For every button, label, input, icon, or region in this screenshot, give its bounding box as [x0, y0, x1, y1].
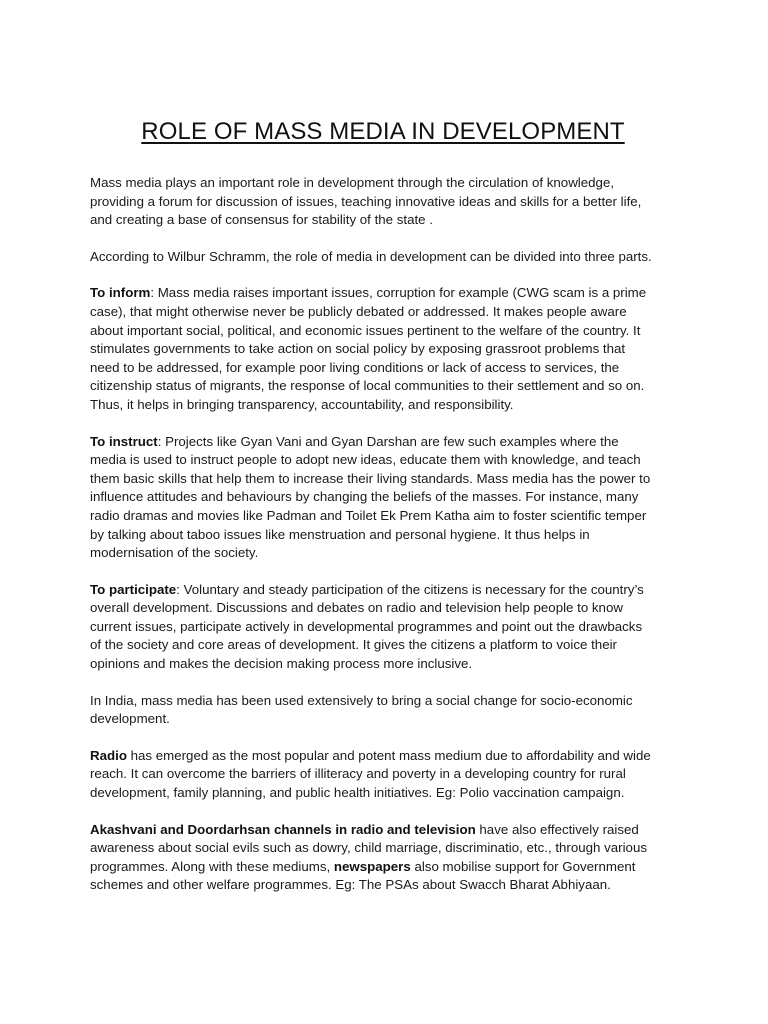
akashvani-first-line: have also effectively raised [475, 821, 639, 837]
text-line: Thus, it helps in bringing transparency, accountability, and responsibility. [90, 396, 514, 412]
page-title: ROLE OF MASS MEDIA IN DEVELOPMENT [141, 118, 625, 145]
text-line: According to Wilbur Schramm, the role of media in development can be divided into three parts. [90, 248, 652, 264]
text-line: modernisation of the society. [90, 545, 259, 561]
text-line: about important social, political, and economic issues pertinent to the welfare of the country. It [90, 322, 641, 338]
text-line: awareness about social evils such as dowry, child marriage, discriminatio, etc., through various [90, 840, 647, 856]
text-line [90, 284, 676, 303]
akashvani-line3-start: programmes. Along with these mediums, [90, 858, 334, 874]
text-line: and creating a base of consensus for stability of the state . [90, 212, 433, 228]
text-line: current issues, participate actively in developmental programmes and point out the drawbacks [90, 618, 643, 634]
text-line: In India, mass media has been used extensively to bring a social change for socio-economic [90, 692, 633, 708]
intro-paragraph [90, 174, 676, 230]
text-line: schemes and other welfare programmes. Eg: The PSAs about Swacch Bharat Abhiyaan. [90, 877, 611, 893]
text-line: need to be addressed, for example poor living conditions or lack of access to services, the [90, 359, 620, 375]
inform-heading: To inform [90, 285, 151, 301]
inform-first-line: : Mass media raises important issues, corruption for example (CWG scam is a prime [150, 285, 647, 301]
participate-first-line: : Voluntary and steady participation of the citizens is necessary for the country’s [176, 581, 644, 597]
newspapers-keyword: newspapers [333, 858, 411, 874]
text-line: Mass media plays an important role in development through the circulation of knowledge, [90, 175, 615, 190]
radio-first-line: has emerged as the most popular and potent mass medium due to affordability and wide [126, 747, 651, 763]
instruct-first-line: : Projects like Gyan Vani and Gyan Darshan are few such examples where the [157, 433, 619, 449]
india-paragraph [90, 692, 676, 729]
radio-heading: Radio [90, 747, 127, 763]
text-line: by talking about taboo issues like menstruation and personal hygiene. It thus helps in [90, 526, 590, 542]
schramm-paragraph [90, 248, 676, 267]
text-line: case), that might otherwise never be publicly debated or addressed. It makes people aware [90, 303, 627, 319]
text-line: providing a forum for discussion of issues, teaching innovative ideas and skills for a better life, [90, 193, 642, 209]
text-line: overall development. Discussions and debates on radio and television help people to know [90, 600, 623, 616]
participate-paragraph [90, 581, 676, 674]
text-line: influence attitudes and behaviours by changing the beliefs of the masses. For instance, many [90, 489, 639, 505]
text-line [90, 821, 676, 840]
text-line: them basic skills that help them to increase their living standards. Mass media has the power to [90, 470, 651, 486]
radio-paragraph [90, 747, 676, 803]
text-line [90, 747, 676, 766]
text-line: stimulates governments to take action on social policy by exposing grassroot problems that [90, 341, 626, 357]
text-line: opinions and makes the decision making process more inclusive. [90, 656, 473, 672]
text-line [90, 858, 676, 877]
akashvani-paragraph [90, 821, 676, 895]
participate-heading: To participate [90, 581, 177, 597]
akashvani-heading: Akashvani and Doordarhsan channels in radio and television [90, 821, 476, 837]
instruct-heading: To instruct [90, 433, 158, 449]
text-line [90, 581, 676, 600]
text-line: of the society and core areas of development. It gives the citizens a platform to voice their [90, 637, 617, 653]
text-line: development. [90, 711, 170, 727]
inform-paragraph [90, 284, 676, 414]
akashvani-line3-end: also mobilise support for Government [410, 858, 636, 874]
text-line: citizenship status of migrants, the response of local communities to their settlement and so on. [90, 378, 645, 394]
text-line [90, 433, 676, 452]
text-line: media is used to instruct people to adopt new ideas, educate them with knowledge, and teach [90, 452, 641, 468]
text-line: reach. It can overcome the barriers of illiteracy and poverty in a developing country for rural [90, 766, 626, 782]
text-line: radio dramas and movies like Padman and Toilet Ek Prem Katha aim to foster scientific temper [90, 507, 647, 523]
text-line: development, family planning, and public health initiatives. Eg: Polio vaccination campaign. [90, 785, 625, 801]
instruct-paragraph [90, 433, 676, 563]
